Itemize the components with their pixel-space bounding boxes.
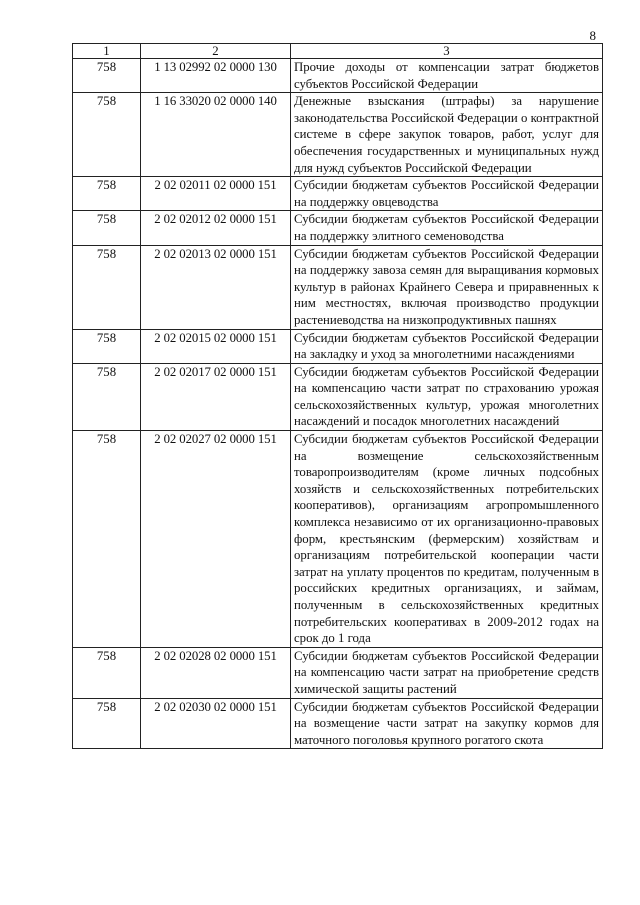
- income-name-cell: Субсидии бюджетам субъектов Российской Федерации на закладку и уход за многолетними насаждениями: [291, 329, 603, 363]
- budget-code-cell: 2 02 02028 02 0000 151: [141, 647, 291, 698]
- column-header-2: 2: [141, 44, 291, 59]
- budget-code-cell: 2 02 02027 02 0000 151: [141, 431, 291, 648]
- income-name-cell: Субсидии бюджетам субъектов Российской Федерации на возмещение сельскохозяйственным товаропроизводителям (кроме личных подсобных хозяйств и сельскохозяйственных потребительских кооперативов), организациям агропромышленного комплекса независимо от их организационно-правовых форм, крестьянским (фермерским) хозяйствам и организациям потребительской кооперации части затрат на уплату процентов по кредитам, полученным в российских кредитных организациях, и займам, полученным в сельскохозяйственных кредитных потребительских кооперативах в 2009-2012 годах на срок до 1 года: [291, 431, 603, 648]
- budget-code-cell: 2 02 02012 02 0000 151: [141, 211, 291, 245]
- income-name-cell: Денежные взыскания (штрафы) за нарушение законодательства Российской Федерации о контрактной системе в сфере закупок товаров, работ, услуг для обеспечения государственных и муниципальных нужд для нужд субъектов Российской Федерации: [291, 93, 603, 177]
- column-header-1: 1: [73, 44, 141, 59]
- table-row: [73, 698, 603, 749]
- budget-code-cell: 2 02 02017 02 0000 151: [141, 363, 291, 430]
- table-row: [73, 363, 603, 430]
- admin-code-cell: 758: [73, 647, 141, 698]
- admin-code-cell: 758: [73, 211, 141, 245]
- income-name-cell: Субсидии бюджетам субъектов Российской Федерации на поддержку элитного семеноводства: [291, 211, 603, 245]
- income-name-cell: Субсидии бюджетам субъектов Российской Федерации на компенсацию части затрат по страхованию урожая сельскохозяйственных культур, урожая многолетних насаждений и посадок многолетних насаждений: [291, 363, 603, 430]
- admin-code-cell: 758: [73, 59, 141, 93]
- budget-classification-table: [72, 43, 603, 749]
- income-name-cell: Субсидии бюджетам субъектов Российской Федерации на возмещение части затрат на закупку кормов для маточного поголовья крупного рогатого скота: [291, 698, 603, 749]
- table-row: [73, 245, 603, 329]
- budget-code-cell: 2 02 02030 02 0000 151: [141, 698, 291, 749]
- table-row: [73, 177, 603, 211]
- budget-code-cell: 2 02 02011 02 0000 151: [141, 177, 291, 211]
- table-row: [73, 59, 603, 93]
- admin-code-cell: 758: [73, 177, 141, 211]
- budget-code-cell: 1 13 02992 02 0000 130: [141, 59, 291, 93]
- admin-code-cell: 758: [73, 431, 141, 648]
- admin-code-cell: 758: [73, 329, 141, 363]
- income-name-cell: Субсидии бюджетам субъектов Российской Федерации на компенсацию части затрат на приобретение средств химической защиты растений: [291, 647, 603, 698]
- admin-code-cell: 758: [73, 245, 141, 329]
- income-name-cell: Прочие доходы от компенсации затрат бюджетов субъектов Российской Федерации: [291, 59, 603, 93]
- table-row: [73, 211, 603, 245]
- table-row: [73, 647, 603, 698]
- table-header-row: [73, 44, 603, 59]
- income-name-cell: Субсидии бюджетам субъектов Российской Федерации на поддержку завоза семян для выращивания кормовых культур в районах Крайнего Севера и приравненных к ним местностях, включая производство продукции растениеводства на низкопродуктивных пашнях: [291, 245, 603, 329]
- budget-code-cell: 1 16 33020 02 0000 140: [141, 93, 291, 177]
- table-row: [73, 329, 603, 363]
- budget-code-cell: 2 02 02015 02 0000 151: [141, 329, 291, 363]
- admin-code-cell: 758: [73, 93, 141, 177]
- page-number: 8: [589, 28, 596, 43]
- income-name-cell: Субсидии бюджетам субъектов Российской Федерации на поддержку овцеводства: [291, 177, 603, 211]
- budget-code-cell: 2 02 02013 02 0000 151: [141, 245, 291, 329]
- admin-code-cell: 758: [73, 363, 141, 430]
- table-row: [73, 431, 603, 648]
- table-row: [73, 93, 603, 177]
- admin-code-cell: 758: [73, 698, 141, 749]
- column-header-3: 3: [291, 44, 603, 59]
